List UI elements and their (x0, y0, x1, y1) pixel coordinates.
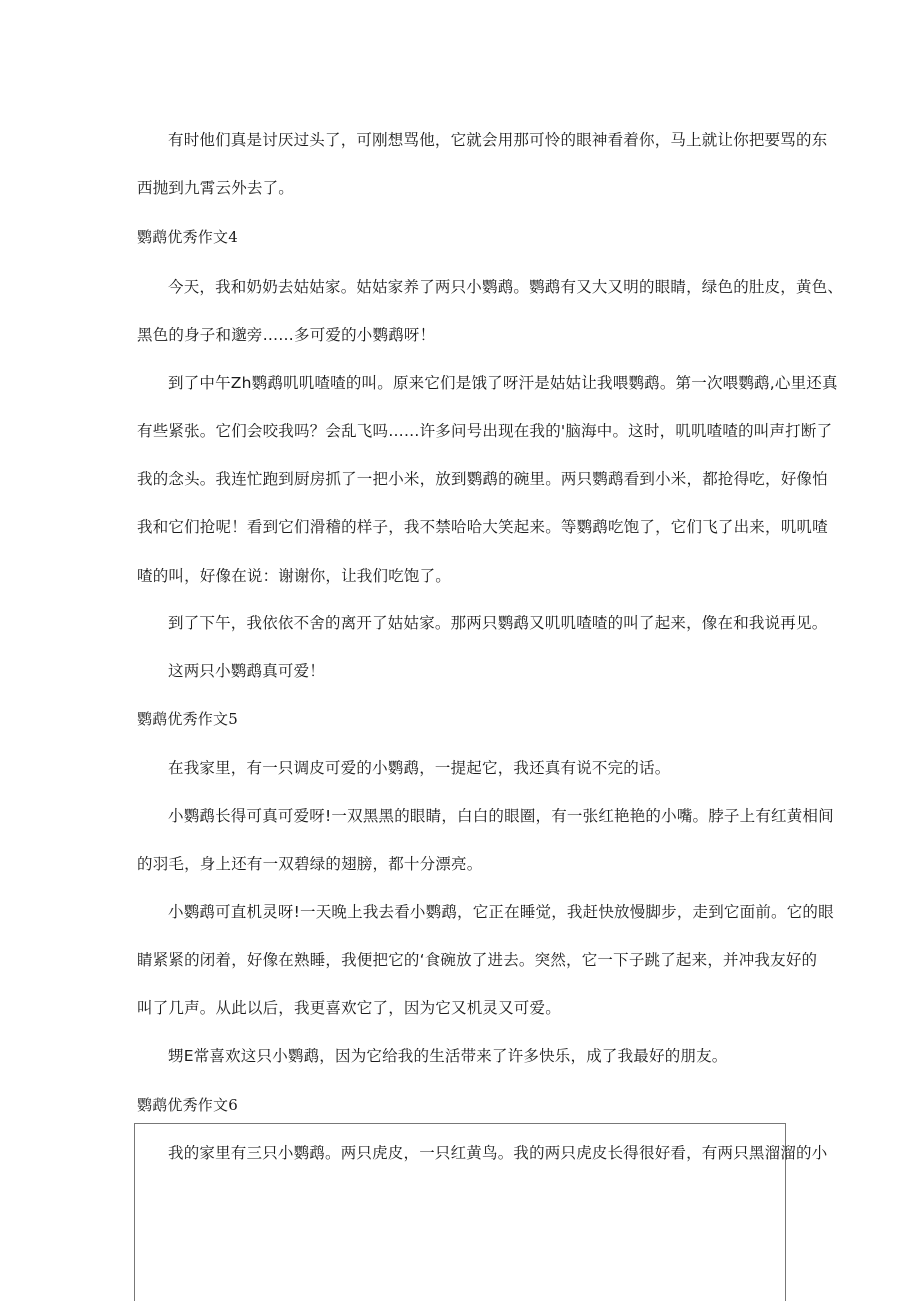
paragraph-line: 小鹦鹉可直机灵呀!一天晚上我去看小鹦鹉，它正在睡觉，我赶快放慢脚步，走到它面前。它的眼 (168, 903, 834, 921)
paragraph-line: 睛紧紧的闭着，好像在熟睡，我便把它的‘食碗放了进去。突然，它一下子跳了起来，并冲我友好的 (137, 951, 818, 969)
section-heading-5: 鹦鹉优秀作文5 (137, 710, 238, 728)
paragraph-line: 在我家里，有一只调皮可爱的小鹦鹉，一提起它，我还真有说不完的话。 (168, 759, 671, 777)
paragraph-line: 黑色的身子和邈旁……多可爱的小鹦鹉呀！ (137, 326, 436, 344)
paragraph-line: 我的念头。我连忙跑到厨房抓了一把小米，放到鹦鹉的碗里。两只鹦鹉看到小米，都抢得吃，好像怕 (137, 470, 828, 488)
paragraph-line: 我的家里有三只小鹦鹉。两只虎皮，一只红黄鸟。我的两只虎皮长得很好看，有两只黑溜溜的小 (168, 1144, 828, 1162)
paragraph-line: 甥E常喜欢这只小鹦鹉，因为它给我的生活带来了许多快乐，成了我最好的朋友。 (168, 1047, 728, 1065)
paragraph-line: 到了下午，我依依不舍的离开了姑姑家。那两只鹦鹉又叽叽喳喳的叫了起来，像在和我说再见。 (168, 614, 828, 632)
paragraph-line: 小鹦鹉长得可真可爱呀!一双黑黑的眼睛，白白的眼圈，有一张红艳艳的小嘴。脖子上有红黄相间 (168, 807, 834, 825)
section-heading-6: 鹦鹉优秀作文6 (137, 1096, 238, 1114)
section-heading-4: 鹦鹉优秀作文4 (137, 228, 238, 246)
paragraph-line: 西抛到九霄云外去了。 (137, 179, 295, 197)
paragraph-line: 的羽毛，身上还有一双碧绿的翅膀，都十分漂亮。 (137, 855, 483, 873)
paragraph-line: 这两只小鹦鹉真可爱！ (168, 662, 326, 680)
paragraph-line: 今天，我和奶奶去姑姑家。姑姑家养了两只小鹦鹉。鹦鹉有又大又明的眼睛，绿色的肚皮，黄色、 (168, 278, 844, 296)
paragraph-line: 有时他们真是讨厌过头了，可刚想骂他，它就会用那可怜的眼神看着你，马上就让你把要骂的东 (168, 131, 828, 149)
paragraph-line: 我和它们抢呢！看到它们滑稽的样子，我不禁哈哈大笑起来。等鹦鹉吃饱了，它们飞了出来，叽叽喳 (137, 518, 828, 536)
paragraph-line: 叫了几声。从此以后，我更喜欢它了，因为它又机灵又可爱。 (137, 999, 561, 1017)
paragraph-line: 喳的叫，好像在说：谢谢你，让我们吃饱了。 (137, 567, 452, 585)
paragraph-line: 到了中午Zh鹦鹉叽叽喳喳的叫。原来它们是饿了呀汗是姑姑让我喂鹦鹉。第一次喂鹦鹉,心里还真 (168, 374, 838, 392)
paragraph-line: 有些紧张。它们会咬我吗？会乱飞吗……许多问号出现在我的'脑海中。这时，叽叽喳喳的叫声打断了 (137, 422, 833, 440)
